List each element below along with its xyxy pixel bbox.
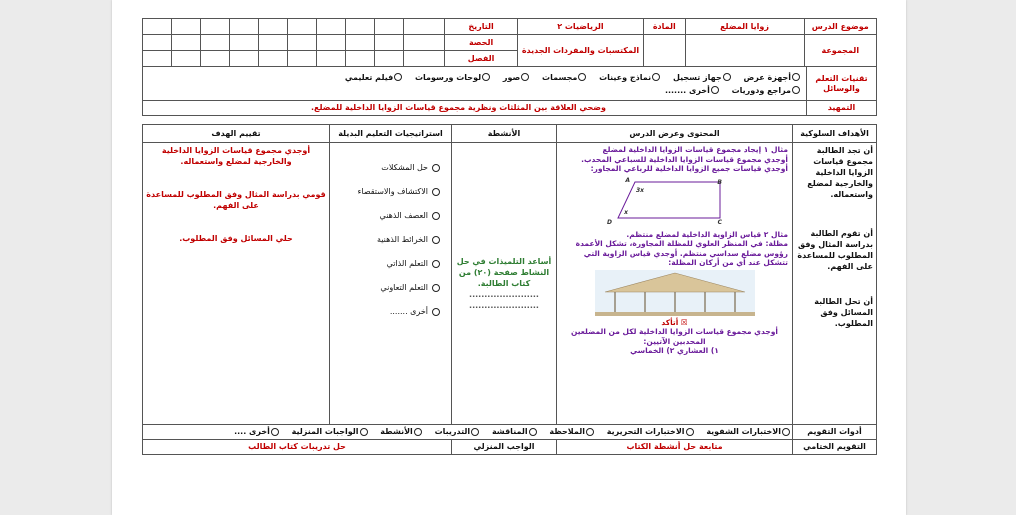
- col-activities: الأنشطة: [452, 125, 557, 143]
- cell-empty: [143, 51, 172, 67]
- option[interactable]: أخرى .......: [665, 84, 719, 97]
- figure-label: A: [624, 176, 630, 184]
- radio-circle-icon: [432, 308, 440, 316]
- cell-empty: [403, 51, 444, 67]
- radio-circle-icon: [652, 73, 660, 81]
- option[interactable]: الملاحظة: [549, 427, 594, 437]
- cell-empty: [201, 35, 230, 51]
- activities-dots: .......................: [469, 290, 539, 299]
- subject-value: الرياضيات ٢: [517, 19, 643, 35]
- radio-circle-icon: [529, 428, 537, 436]
- cell-empty: [288, 19, 317, 35]
- option[interactable]: صور: [503, 71, 529, 84]
- objective-item: أن تجد الطالبة مجموع قياسات الزوايا الداخلية والخارجية لمضلع واستعماله.: [807, 146, 873, 199]
- cell-empty: [172, 19, 201, 35]
- strategy-item[interactable]: التعلم الذاتي: [333, 259, 440, 269]
- cell-empty: [230, 51, 259, 67]
- figure-label: D: [606, 218, 612, 226]
- radio-circle-icon: [432, 284, 440, 292]
- cell-empty: [288, 51, 317, 67]
- option[interactable]: الواجبات المنزلية: [292, 427, 368, 437]
- radio-circle-icon: [432, 260, 440, 268]
- cell-empty: [403, 35, 444, 51]
- example2-text: مظلة: في المنظر العلوي للمظلة المجاورة، تشكل الأعمدة رؤوس مضلع سداسي منتظم. أوجدي قياس الزاوية التي تتشكل عند أي من أركان المظلة:: [575, 239, 788, 267]
- footer-table: [142, 424, 877, 455]
- topic-label: موضوع الدرس: [804, 19, 876, 35]
- objective-item: أن تقوم الطالبة بدراسة المثال وفق المطلوب للمساعدة على الفهم.: [797, 229, 873, 271]
- strategies-cell: [330, 143, 452, 425]
- option[interactable]: أخرى ....: [234, 427, 279, 437]
- cell-empty: [345, 19, 374, 35]
- cell-empty: [644, 35, 685, 67]
- intro-text: وضحي العلاقة بين المثلثات ونظرية مجموع قياسات الزوايا الداخلية للمضلع.: [143, 101, 807, 116]
- objectives-cell: [793, 143, 877, 425]
- option[interactable]: التدريبات: [435, 427, 480, 437]
- radio-circle-icon: [271, 428, 279, 436]
- cell-empty: [685, 35, 804, 67]
- cell-empty: [143, 35, 172, 51]
- radio-circle-icon: [792, 73, 800, 81]
- check-items: ١) العشاري ٢) الخماسي: [630, 346, 719, 355]
- radio-circle-icon: [686, 428, 694, 436]
- cell-empty: [259, 35, 288, 51]
- cell-empty: [259, 51, 288, 67]
- homework-value: حل تدريبات كتاب الطالب: [143, 440, 452, 455]
- cell-empty: [345, 35, 374, 51]
- header-table: [142, 18, 877, 67]
- figure-label: x: [623, 208, 628, 216]
- radio-circle-icon: [432, 164, 440, 172]
- figure-label: 3x: [635, 186, 644, 194]
- option[interactable]: نماذج وعينات: [599, 71, 660, 84]
- cell-empty: [316, 19, 345, 35]
- strategy-item[interactable]: العصف الذهني: [333, 211, 440, 221]
- radio-circle-icon: [792, 86, 800, 94]
- radio-circle-icon: [482, 73, 490, 81]
- option[interactable]: مجسمات: [542, 71, 586, 84]
- lesson-plan-table: [142, 18, 877, 468]
- radio-circle-icon: [578, 73, 586, 81]
- evaluation-item: أوجدي مجموع قياسات الزوايا الداخلية والخارجية لمضلع واستعماله.: [161, 146, 311, 166]
- option[interactable]: أجهزة عرض: [744, 71, 800, 84]
- group-label: المجموعة: [804, 35, 876, 67]
- cell-empty: [230, 35, 259, 51]
- period-label: الحصة: [445, 35, 517, 51]
- intro-label: التمهيد: [807, 101, 877, 116]
- tools-table: [142, 66, 877, 116]
- cell-empty: [403, 19, 444, 35]
- radio-circle-icon: [711, 86, 719, 94]
- evaluation-item: حلي المسائل وفق المطلوب.: [179, 234, 293, 243]
- assessment-tools-label: أدوات التقويم: [793, 425, 877, 440]
- option[interactable]: الأنشطة: [380, 427, 422, 437]
- objective-item: أن تحل الطالبة المسائل وفق المطلوب.: [814, 297, 873, 328]
- radio-circle-icon: [521, 73, 529, 81]
- cell-empty: [316, 51, 345, 67]
- radio-circle-icon: [723, 73, 731, 81]
- cell-empty: [374, 19, 403, 35]
- option[interactable]: جهاز تسجيل: [673, 71, 731, 84]
- subject-label: المادة: [644, 19, 685, 35]
- example1-title: مثال ١ إيجاد مجموع قياسات الزوايا الداخلية لمضلع: [602, 145, 788, 154]
- activities-cell: [452, 143, 557, 425]
- cell-empty: [201, 19, 230, 35]
- activities-text: أساعد التلميذات في حل النشاط صفحة (٢٠) من كتاب الطالبة.: [456, 257, 552, 288]
- cell-empty: [143, 19, 172, 35]
- cell-empty: [316, 35, 345, 51]
- radio-circle-icon: [432, 236, 440, 244]
- content-cell: [557, 143, 793, 425]
- evaluation-cell: [143, 143, 330, 425]
- col-objectives: الأهداف السلوكية: [793, 125, 877, 143]
- strategy-item[interactable]: حل المشكلات: [333, 163, 440, 173]
- cell-empty: [259, 19, 288, 35]
- radio-circle-icon: [432, 188, 440, 196]
- quadrilateral-figure: [606, 176, 740, 228]
- assessment-tools-options: [143, 425, 793, 440]
- example2-title: مثال ٢ قياس الزاوية الداخلية لمضلع منتظم.: [626, 229, 788, 239]
- radio-circle-icon: [360, 428, 368, 436]
- main-table: [142, 124, 877, 425]
- canopy-picture: [595, 270, 755, 316]
- option[interactable]: الاختبارات الشفوية: [706, 427, 790, 437]
- radio-circle-icon: [586, 428, 594, 436]
- cell-empty: [172, 51, 201, 67]
- check-icon: ☒: [678, 317, 688, 327]
- class-label: الفصل: [445, 51, 517, 67]
- vocab-label: المكتسبات والمفردات الجديدة: [517, 35, 643, 67]
- date-label: التاريخ: [445, 19, 517, 35]
- col-content: المحتوى وعرض الدرس: [557, 125, 793, 143]
- cell-empty: [288, 35, 317, 51]
- check-text: أوجدي مجموع قياسات الزوايا الداخلية لكل من المضلعين المحدبين الآتيين:: [570, 327, 778, 346]
- option[interactable]: لوحات ورسومات: [415, 71, 490, 84]
- strategy-item[interactable]: الخرائط الذهنية: [333, 235, 440, 245]
- activities-dots: .......................: [469, 301, 539, 310]
- cell-empty: [201, 51, 230, 67]
- strategy-item[interactable]: الاكتشاف والاستقصاء: [333, 187, 440, 197]
- cell-empty: [345, 51, 374, 67]
- option[interactable]: فيلم تعليمي: [345, 71, 402, 84]
- radio-circle-icon: [394, 73, 402, 81]
- radio-circle-icon: [414, 428, 422, 436]
- figure-label: B: [716, 178, 722, 186]
- topic-value: زوايا المضلع: [685, 19, 804, 35]
- example1-part-b: أوجدي قياسات جميع الزوايا الداخلية للرباعي المجاور:: [590, 164, 788, 173]
- tools-row2: [145, 84, 800, 97]
- option[interactable]: الاختبارات التحريرية: [607, 427, 694, 437]
- closing-label: التقويم الختامي: [793, 440, 877, 455]
- col-strategies: استراتيجيات التعليم البديلة: [330, 125, 452, 143]
- cell-empty: [374, 51, 403, 67]
- option[interactable]: المناقشة: [492, 427, 537, 437]
- radio-circle-icon: [782, 428, 790, 436]
- evaluation-item: قومي بدراسة المثال وفق المطلوب للمساعدة على الفهم.: [146, 190, 326, 210]
- tools-options: [143, 67, 807, 101]
- radio-circle-icon: [471, 428, 479, 436]
- radio-circle-icon: [432, 212, 440, 220]
- strategy-item[interactable]: التعلم التعاوني: [333, 283, 440, 293]
- tools-row1: [145, 71, 800, 84]
- col-evaluation: تقييم الهدف: [143, 125, 330, 143]
- figure-label: C: [717, 218, 722, 226]
- check-title: ☒ أتأكد: [661, 317, 688, 327]
- homework-label: الواجب المنزلي: [452, 440, 557, 455]
- closing-value: متابعة حل أنشطة الكتاب: [557, 440, 793, 455]
- document-page: [112, 0, 906, 515]
- cell-empty: [172, 35, 201, 51]
- cell-empty: [230, 19, 259, 35]
- cell-empty: [374, 35, 403, 51]
- tools-label: تقنيات التعلم والوسائل: [807, 67, 877, 101]
- strategy-item[interactable]: أخرى .......: [333, 307, 440, 317]
- option[interactable]: مراجع ودوريات: [732, 84, 800, 97]
- example1-part-a: أوجدي مجموع قياسات الزوايا الداخلية للسباعي المحدب.: [581, 154, 788, 164]
